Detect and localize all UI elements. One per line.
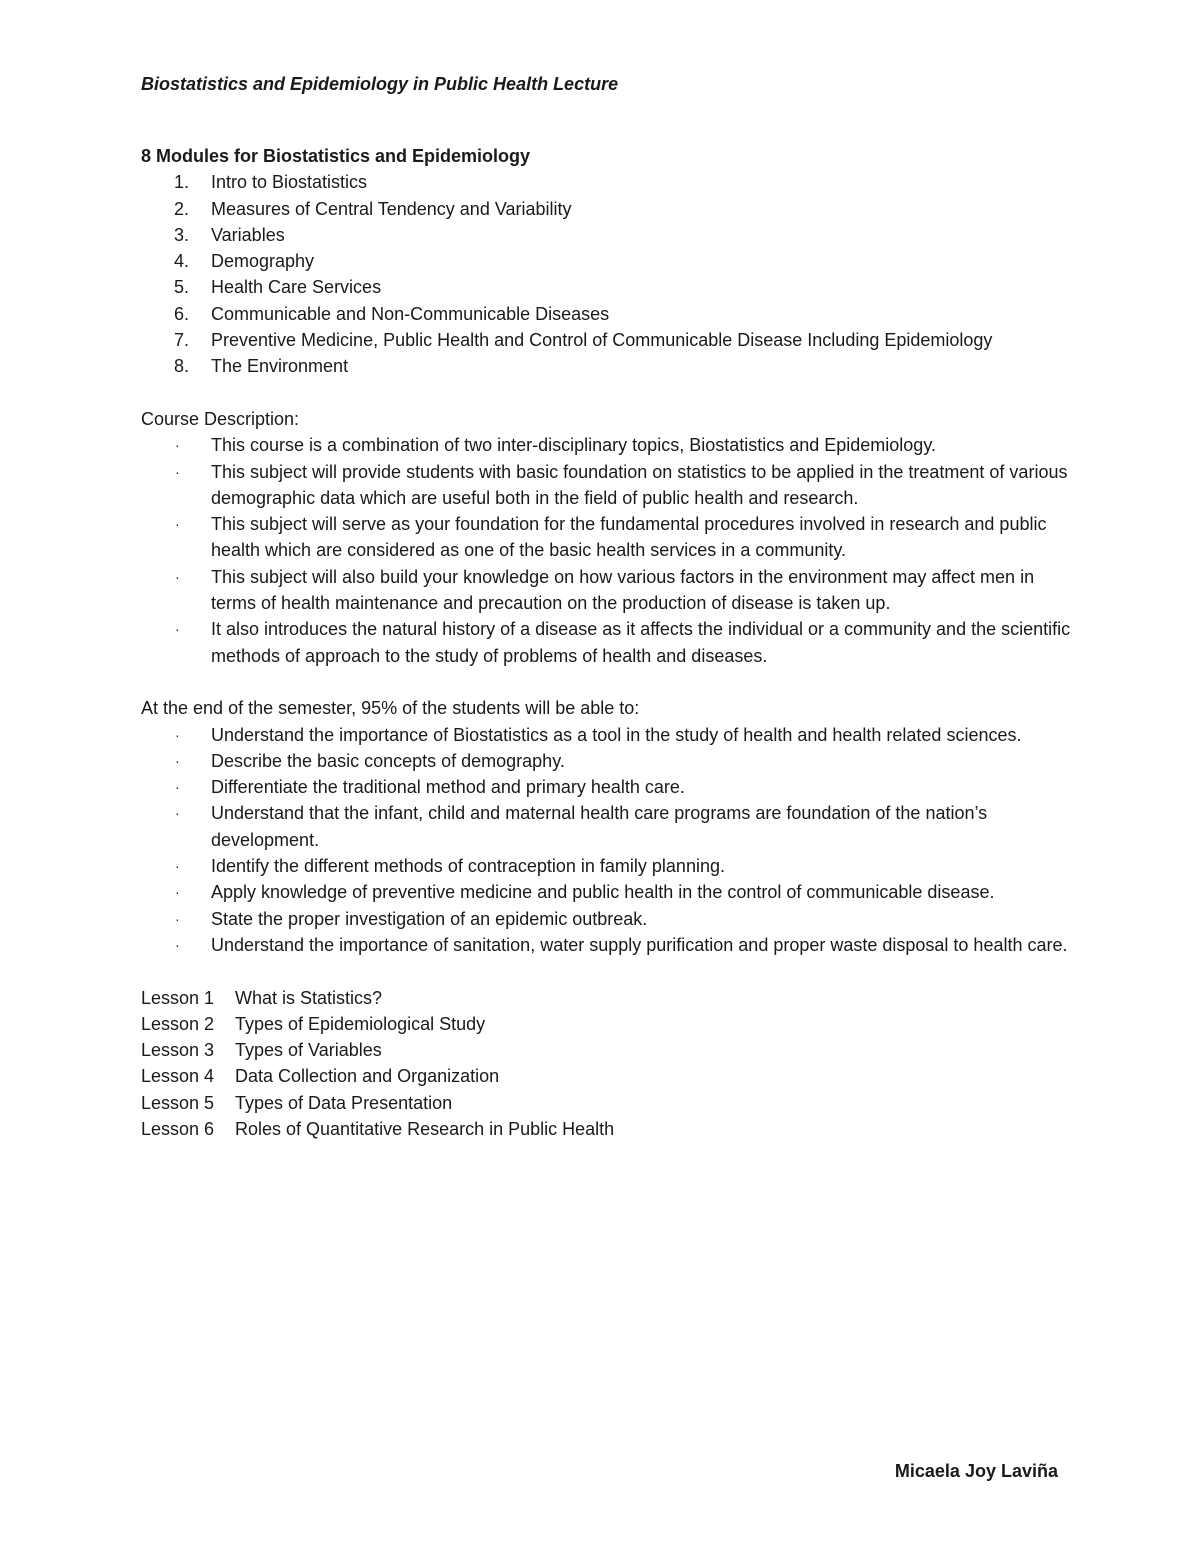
lesson-number: Lesson 6 [141,1118,215,1139]
bullet-icon: · [175,805,180,822]
module-number: 2. [174,198,190,219]
module-text: The Environment [211,356,349,377]
module-item [141,274,1071,300]
list-item [141,722,1071,748]
bullet-icon: · [175,779,180,796]
lesson-item [141,1090,1071,1116]
lesson-number: Lesson 4 [141,1066,215,1087]
list-item [141,800,1071,853]
bullet-icon: · [175,858,180,875]
list-item [141,616,1071,669]
module-text: Variables [211,224,285,245]
list-item-text: Apply knowledge of preventive medicine and public health in the control of communicable disease. [211,882,995,903]
bullet-icon: · [175,936,180,953]
module-item [141,222,1071,248]
bullet-icon: · [175,884,180,901]
spacer [141,958,1071,984]
lessons-list [141,985,1071,1143]
bullet-icon: · [175,752,180,769]
list-item-text: Understand that the infant, child and maternal health care programs are foundation of the nation’s development. [211,803,988,850]
module-number: 8. [174,356,190,377]
module-item [141,301,1071,327]
lesson-title: What is Statistics? [235,987,383,1008]
list-item-text: Understand the importance of sanitation, water supply purification and proper waste disposal to health care. [211,934,1068,955]
list-item [141,564,1071,617]
spacer [141,669,1071,695]
list-item-text: State the proper investigation of an epidemic outbreak. [211,908,648,929]
list-item [141,906,1071,932]
list-item [141,459,1071,512]
list-item-text: This subject will provide students with basic foundation on statistics to be applied in the treatment of various demographic data which are useful both in the field of public health and research. [211,461,1068,508]
list-item-text: It also introduces the natural history of a disease as it affects the individual or a community and the scientific methods of approach to the study of problems of health and diseases. [211,619,1071,666]
list-item [141,432,1071,458]
module-number: 4. [174,251,190,272]
list-item [141,932,1071,958]
bullet-icon: · [175,437,180,454]
bullet-icon: · [175,910,180,927]
bullet-icon: · [175,516,180,533]
list-item-text: Differentiate the traditional method and primary health care. [211,777,685,798]
lesson-number: Lesson 3 [141,1040,215,1061]
lesson-item [141,1063,1071,1089]
lesson-title: Data Collection and Organization [235,1066,500,1087]
module-text: Demography [211,251,315,272]
list-item-text: Describe the basic concepts of demography. [211,750,565,771]
module-text: Measures of Central Tendency and Variability [211,198,572,219]
bullet-icon: · [175,621,180,638]
module-item [141,327,1071,353]
module-text: Health Care Services [211,277,382,298]
objectives-list [141,722,1071,959]
lesson-title: Types of Epidemiological Study [235,1013,486,1034]
module-text: Communicable and Non-Communicable Diseases [211,303,610,324]
bullet-icon: · [175,568,180,585]
lesson-item [141,1116,1071,1142]
module-item [141,196,1071,222]
list-item [141,511,1071,564]
lesson-item [141,1011,1071,1037]
list-item [141,748,1071,774]
document-body [141,143,1071,1142]
objectives-heading: At the end of the semester, 95% of the students will be able to: [141,698,640,719]
document-title: Biostatistics and Epidemiology in Public Health Lecture [141,74,619,94]
modules-list [141,169,1071,379]
spacer [141,380,1071,406]
bullet-icon: · [175,726,180,743]
lesson-item [141,1037,1071,1063]
bullet-icon: · [175,463,180,480]
list-item-text: Understand the importance of Biostatistics as a tool in the study of health and health related sciences. [211,724,1022,745]
lesson-title: Roles of Quantitative Research in Public Health [235,1118,615,1139]
module-number: 7. [174,330,190,351]
module-item [141,169,1071,195]
lesson-title: Types of Data Presentation [235,1092,453,1113]
course-description-heading: Course Description: [141,408,300,429]
modules-heading: 8 Modules for Biostatistics and Epidemiology [141,146,531,166]
module-item [141,353,1071,379]
module-number: 6. [174,303,190,324]
author-name: Micaela Joy Laviña [894,1461,1058,1481]
list-item [141,853,1071,879]
module-item [141,248,1071,274]
lesson-title: Types of Variables [235,1040,382,1061]
list-item [141,774,1071,800]
course-description-list [141,432,1071,669]
module-number: 1. [174,172,190,193]
lesson-number: Lesson 5 [141,1092,215,1113]
list-item-text: This subject will serve as your foundation for the fundamental procedures involved in research and public health which are considered as one of the basic health services in a community. [211,514,1047,561]
lesson-item [141,985,1071,1011]
lesson-number: Lesson 1 [141,987,215,1008]
lesson-number: Lesson 2 [141,1013,215,1034]
module-number: 5. [174,277,190,298]
list-item-text: This course is a combination of two inter-disciplinary topics, Biostatistics and Epidemiology. [211,435,936,456]
list-item-text: Identify the different methods of contraception in family planning. [211,856,725,877]
list-item-text: This subject will also build your knowledge on how various factors in the environment may affect men in terms of health maintenance and precaution on the production of disease is taken up. [211,566,1035,614]
module-text: Intro to Biostatistics [211,172,368,193]
list-item [141,879,1071,905]
module-number: 3. [174,224,190,245]
module-text: Preventive Medicine, Public Health and Control of Communicable Disease Including Epidemiology [211,330,993,351]
